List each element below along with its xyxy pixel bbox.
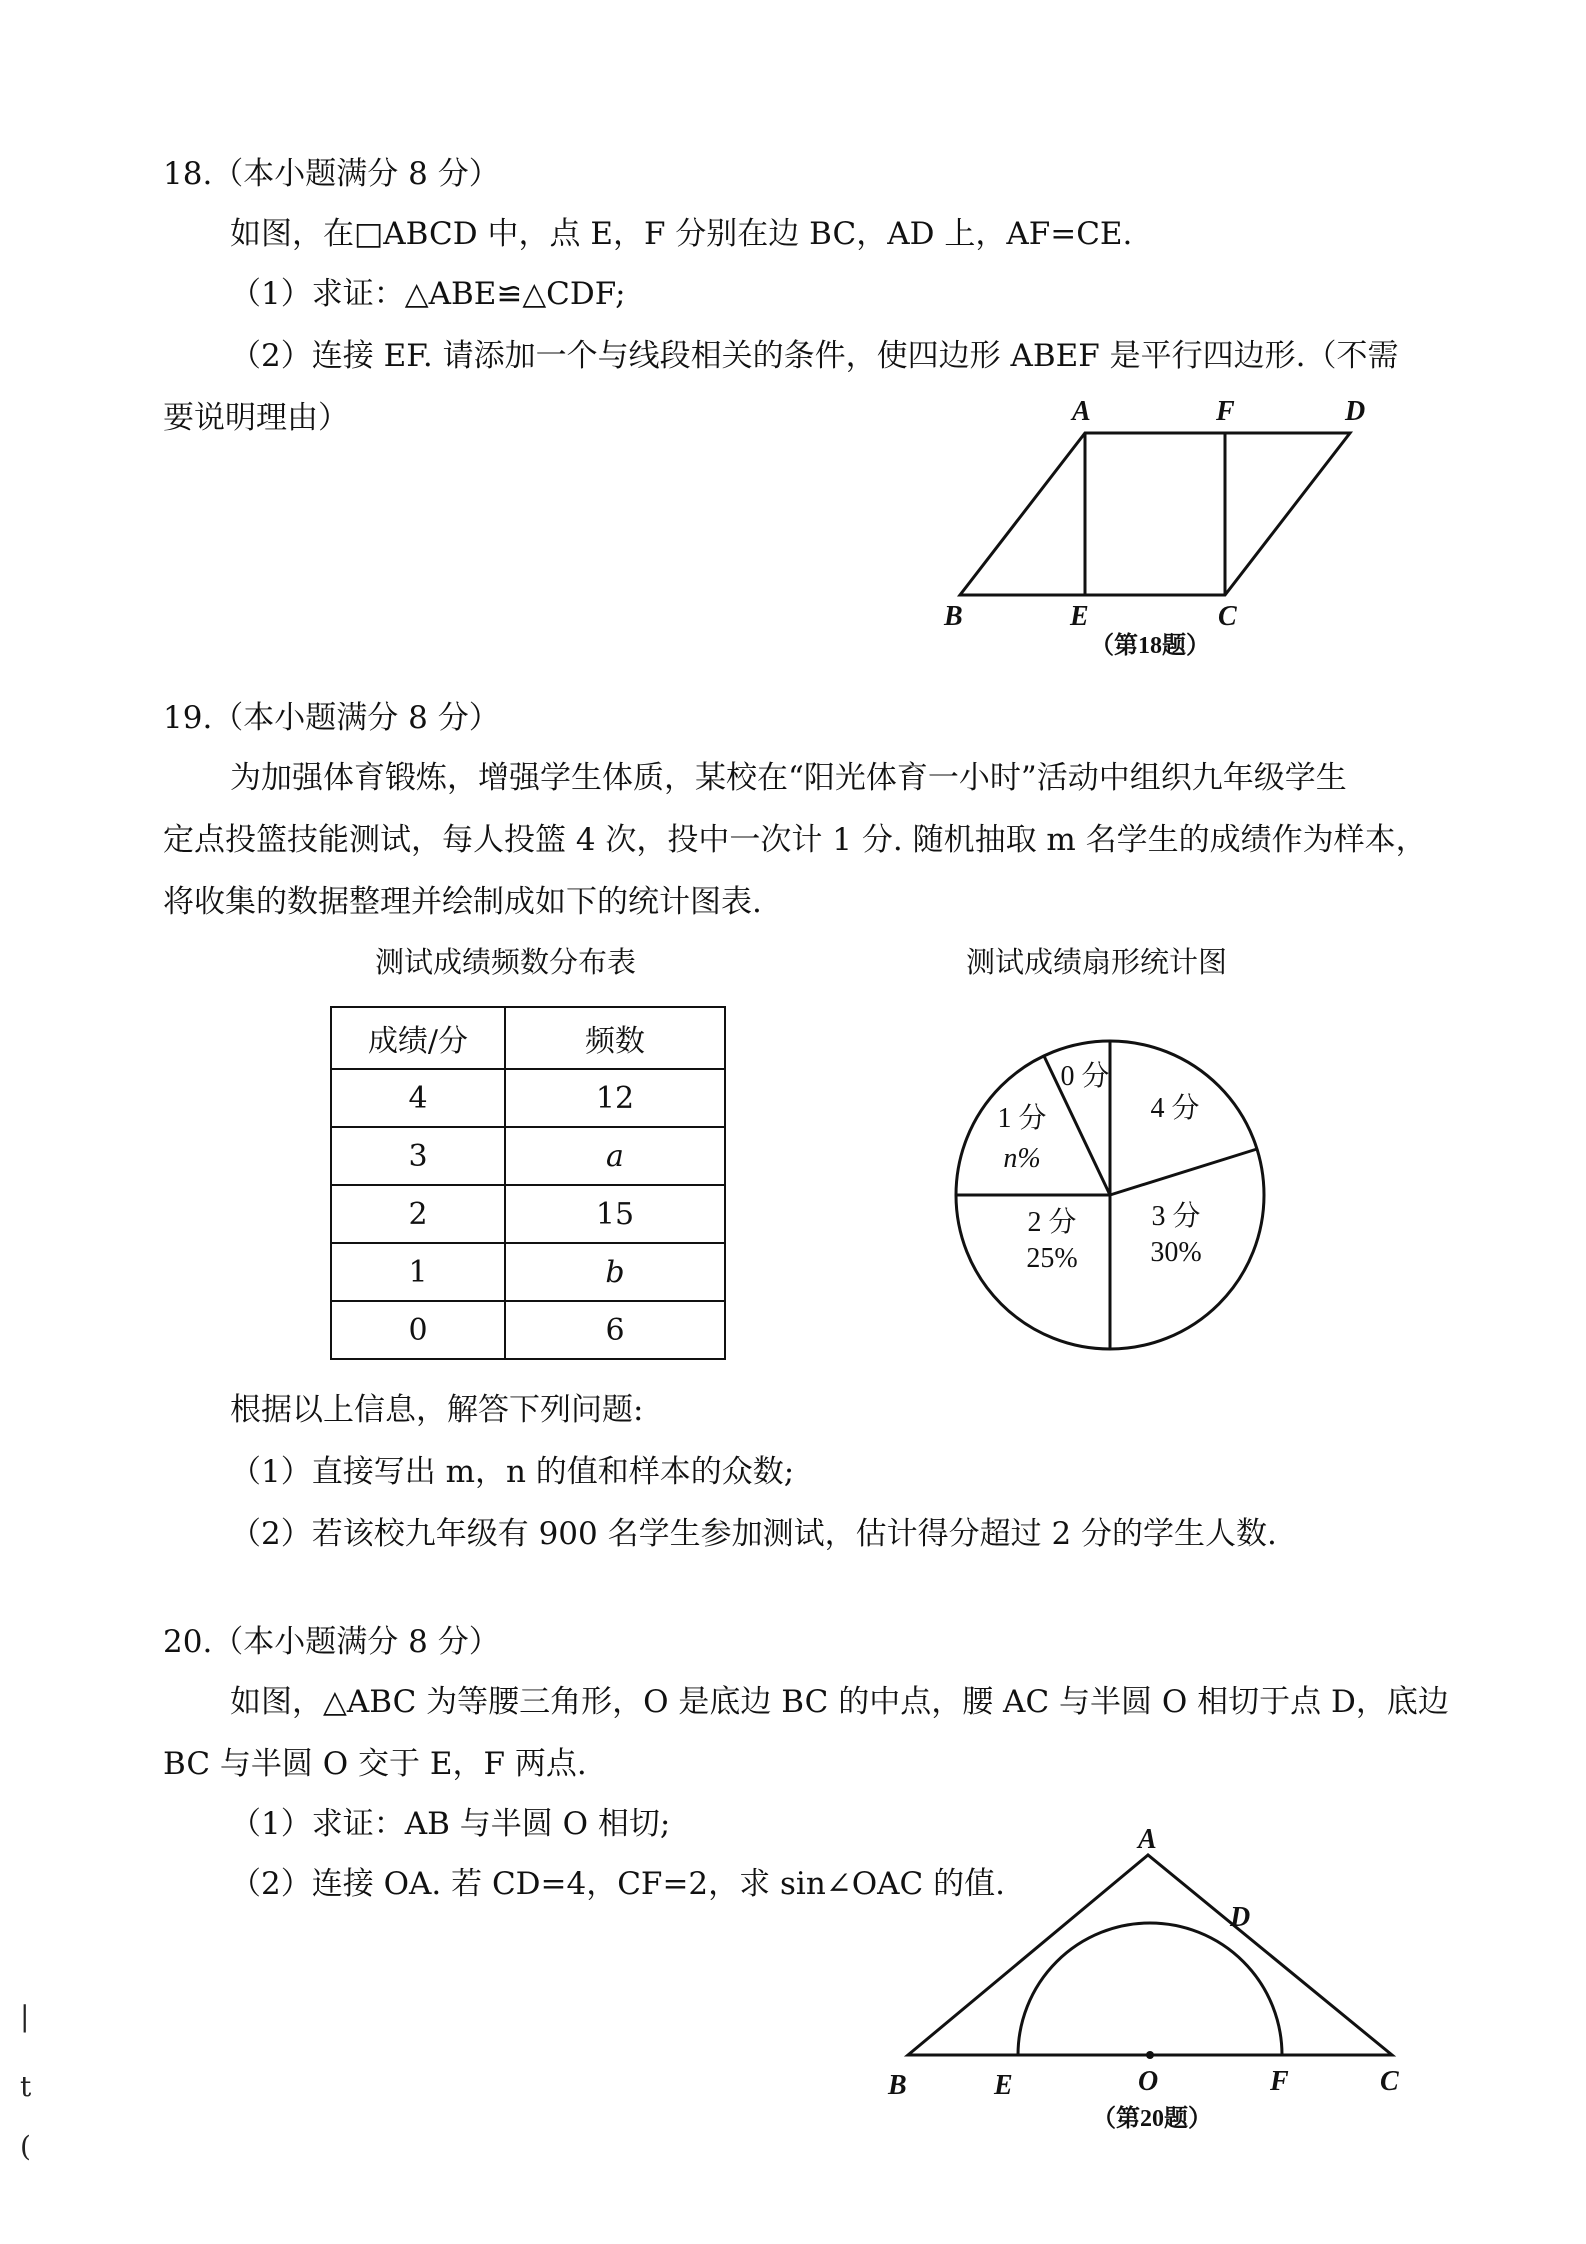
label-e: E [1070,601,1089,632]
table-row [331,1185,725,1243]
pie-label-4: 4 分 [1150,1093,1200,1124]
pie-label-1: 1 分 [997,1103,1047,1134]
table-cell-frequency: 15 [505,1185,725,1243]
q20-figure [870,1820,1430,2140]
table-cell-score: 2 [331,1185,505,1243]
label-b: B [944,601,963,632]
table-cell-score: 1 [331,1243,505,1301]
q18-part2-line1: （2）连接 EF. 请添加一个与线段相关的条件，使四边形 ABEF 是平行四边形.（不需 [230,338,1399,374]
q18-header: 18.（本小题满分 8 分） [163,156,500,192]
q20-stem-line2: BC 与半圆 O 交于 E，F 两点. [163,1746,587,1782]
q19-stem-line3: 将收集的数据整理并绘制成如下的统计图表. [163,884,762,920]
table-cell-score: 0 [331,1301,505,1359]
margin-mark: t [20,2070,32,2103]
table-cell-frequency: b [505,1243,725,1301]
q19-header: 19.（本小题满分 8 分） [163,700,500,736]
table-row [331,1127,725,1185]
pie-pct-2: 25% [1026,1243,1078,1274]
label-b: B [888,2070,907,2101]
margin-mark: ( [20,2130,31,2163]
semicircle-o [1018,1923,1282,2055]
q18-part2-line2: 要说明理由） [163,400,349,436]
q19-intro: 根据以上信息，解答下列问题: [230,1392,644,1428]
label-a: A [1138,1824,1157,1855]
label-d: D [1230,1902,1251,1933]
pie-label-2: 2 分 [1027,1207,1077,1238]
q20-caption: （第20题） [1092,2106,1212,2132]
parallelogram-abcd [960,433,1350,595]
q20-part2: （2）连接 OA. 若 CD=4，CF=2，求 sin∠OAC 的值. [230,1866,1005,1902]
table-row [331,1243,725,1301]
pie-pct-1: n% [1003,1143,1041,1174]
table-header-frequency: 频数 [505,1007,725,1069]
center-o-dot [1146,2051,1154,2059]
pie-chart [950,1035,1270,1355]
label-c: C [1380,2066,1399,2097]
q20-part1: （1）求证：AB 与半圆 O 相切; [230,1806,671,1842]
pie-divider-upper-right [1110,1149,1257,1195]
table-row [331,1069,725,1127]
q18-stem: 如图，在□ABCD 中，点 E，F 分别在边 BC，AD 上，AF=CE. [230,216,1133,252]
table-cell-score: 3 [331,1127,505,1185]
frequency-table [330,1006,726,1360]
margin-mark: | [20,2000,30,2033]
q20-stem-line1: 如图，△ABC 为等腰三角形，O 是底边 BC 的中点，腰 AC 与半圆 O 相切于点 D，底边 [230,1684,1449,1720]
table-row [331,1301,725,1359]
q18-part1: （1）求证：△ABE≌△CDF; [230,276,626,312]
table-cell-frequency: a [505,1127,725,1185]
label-f: F [1270,2066,1289,2097]
table-header-score: 成绩/分 [331,1007,505,1069]
q19-table-title: 测试成绩频数分布表 [375,945,637,979]
table-cell-frequency: 12 [505,1069,725,1127]
q18-caption: （第18题） [1090,633,1210,659]
q18-figure [940,395,1380,665]
pie-label-3: 3 分 [1151,1201,1201,1232]
q19-part2: （2）若该校九年级有 900 名学生参加测试，估计得分超过 2 分的学生人数. [230,1516,1277,1552]
label-a: A [1072,396,1091,427]
label-e: E [994,2070,1013,2101]
pie-label-0: 0 分 [1060,1061,1110,1092]
pie-pct-3: 30% [1150,1237,1202,1268]
label-o: O [1138,2066,1159,2097]
table-cell-score: 4 [331,1069,505,1127]
q20-header: 20.（本小题满分 8 分） [163,1624,500,1660]
q19-stem-line1: 为加强体育锻炼，增强学生体质，某校在“阳光体育一小时”活动中组织九年级学生 [230,760,1347,796]
label-f: F [1216,396,1235,427]
table-header-row [331,1007,725,1069]
q19-pie-title: 测试成绩扇形统计图 [966,945,1228,979]
q19-stem-line2: 定点投篮技能测试，每人投篮 4 次，投中一次计 1 分. 随机抽取 m 名学生的成绩作为样本， [163,822,1427,858]
table-cell-frequency: 6 [505,1301,725,1359]
label-d: D [1345,396,1366,427]
label-c: C [1218,601,1237,632]
q19-part1: （1）直接写出 m，n 的值和样本的众数; [230,1454,795,1490]
triangle-abc [908,1855,1392,2055]
